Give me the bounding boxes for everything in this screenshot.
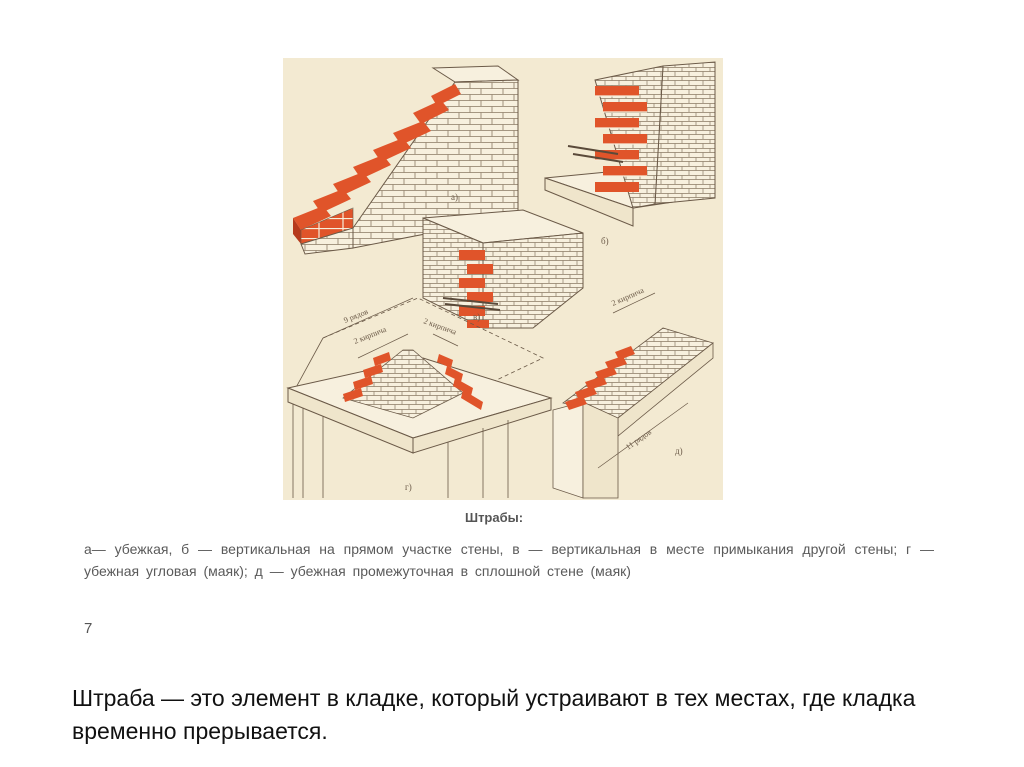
figure-v-wall bbox=[423, 210, 583, 328]
caption-title: Штрабы: bbox=[465, 510, 524, 525]
figure-g-dimensions bbox=[323, 298, 458, 358]
label-g: г) bbox=[405, 482, 412, 492]
figure-d-wall bbox=[553, 285, 713, 498]
label-b: б) bbox=[601, 236, 609, 246]
label-d: д) bbox=[675, 446, 683, 456]
dim-2-bricks-left: 2 кирпича bbox=[352, 324, 388, 346]
figure-caption bbox=[70, 500, 954, 655]
dim-11-rows: 11 рядов bbox=[623, 427, 654, 452]
label-a: а) bbox=[451, 192, 458, 202]
masonry-illustration bbox=[283, 58, 723, 500]
dim-9-rows: 9 рядов bbox=[342, 306, 370, 325]
caption-body: а— убежкая, б — вертикальная на прямом участке стены, в — вертикальная в месте примыкания другой стены; г — убежная угловая (маяк); д — убежная промежуточная в сплошной стене (маяк) bbox=[84, 541, 934, 579]
dim-2-bricks-d: 2 кирпича bbox=[610, 285, 646, 308]
label-v: в) bbox=[473, 312, 481, 322]
page-number: 7 bbox=[84, 620, 93, 637]
dim-2-bricks-right: 2 кирпича bbox=[422, 316, 458, 337]
slide-definition-text: Штраба — это элемент в кладке, который устраивают в тех местах, где кладка временно прерывается. bbox=[72, 685, 916, 744]
figure-b-wall bbox=[545, 62, 715, 246]
